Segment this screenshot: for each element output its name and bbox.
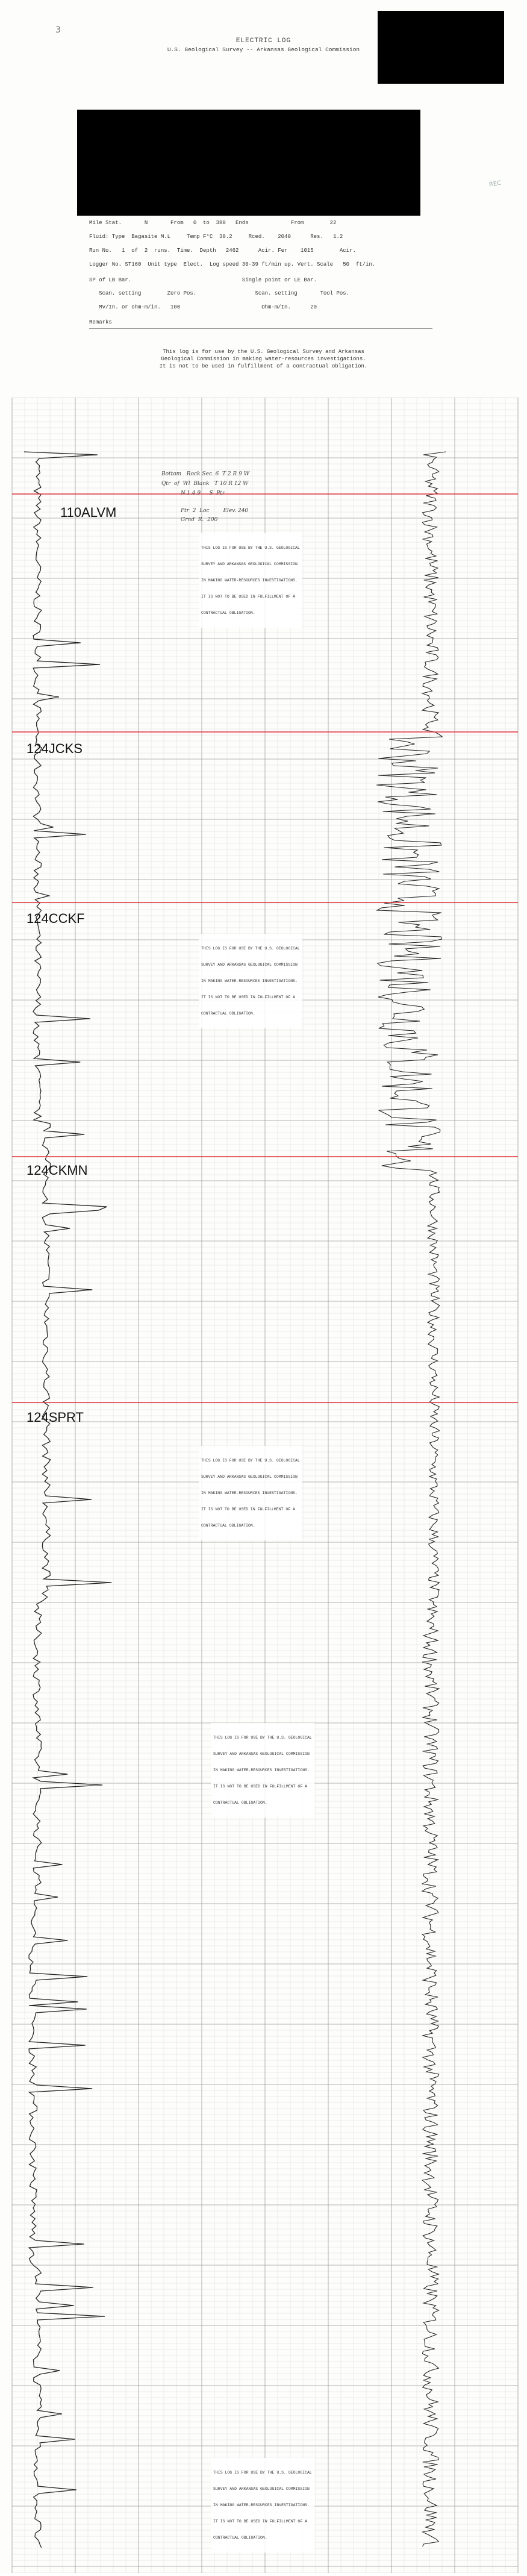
handwritten-note-4: Ptr 2 Loc Elev. 240 [181, 508, 249, 514]
form-row-5: SP of LB Bar. Single point or LE Bar. [89, 277, 317, 283]
handwritten-note-1: Bottom Rock Sec. 6 T 2 R 9 W [161, 471, 249, 477]
stamp-line: THIS LOG IS FOR USE BY THE U.S. GEOLOGICAL [201, 546, 300, 550]
log-subtitle: U.S. Geological Survey -- Arkansas Geological Commission [167, 46, 360, 53]
stamp-line: THIS LOG IS FOR USE BY THE U.S. GEOLOGICAL [201, 946, 300, 951]
unit-top-label-124jcks: 124JCKS [27, 741, 83, 756]
stamp-line: IN MAKING WATER-RESOURCES INVESTIGATIONS. [201, 979, 298, 983]
stamp-line: CONTRACTUAL OBLIGATION. [213, 2536, 267, 2540]
handwritten-note-5: Grnd R. 200 [181, 517, 218, 523]
notice-line: Geological Commission in making water-resources investigations. [161, 356, 366, 362]
remarks-underline [89, 328, 432, 329]
stamp-line: IT IS NOT TO BE USED IN FULFILLMENT OF A [213, 1784, 308, 1789]
resistivity-curve [376, 452, 446, 2546]
handwritten-note-3: N.1.4.9 S Ptr [181, 490, 225, 496]
redaction-box-well-info [77, 110, 420, 216]
form-row-6: Scan. setting Zero Pos. Scan. setting Tool Pos. [89, 290, 350, 296]
usage-stamp [199, 533, 302, 628]
usage-stamp [211, 1723, 314, 1818]
stamp-line: THIS LOG IS FOR USE BY THE U.S. GEOLOGICAL [213, 1736, 312, 1740]
unit-top-label-110alvm: 110ALVM [60, 505, 117, 520]
stamp-line: THIS LOG IS FOR USE BY THE U.S. GEOLOGICAL [201, 1458, 300, 1463]
form-row-7: Mv/In. or ohm-m/in. 100 Ohm-m/In. 20 [89, 304, 317, 310]
notice-line: This log is for use by the U.S. Geological Survey and Arkansas [163, 349, 364, 355]
stamp-line: IT IS NOT TO BE USED IN FULFILLMENT OF A [201, 595, 296, 599]
electric-log-chart [0, 398, 527, 2573]
form-row-4: Logger No. ST160 Unit type Elect. Log speed 30-39 ft/min up. Vert. Scale 50 ft/in. [89, 261, 376, 267]
stamp-line: IN MAKING WATER-RESOURCES INVESTIGATIONS. [201, 578, 298, 583]
stamp-line: SURVEY AND ARKANSAS GEOLOGICAL COMMISSION [201, 963, 298, 967]
stamp-line: SURVEY AND ARKANSAS GEOLOGICAL COMMISSION [201, 562, 298, 566]
stamp-line: CONTRACTUAL OBLIGATION. [213, 1801, 267, 1805]
stamp-line: CONTRACTUAL OBLIGATION. [201, 611, 255, 615]
usage-stamp [199, 934, 302, 1028]
form-row-8: Remarks [89, 319, 112, 325]
form-row-1: Mile Stat. N From 0 to 380 Ends From 22 [89, 220, 337, 226]
usage-stamp [199, 1446, 302, 1540]
stamp-line: IN MAKING WATER-RESOURCES INVESTIGATIONS. [213, 2503, 310, 2507]
corner-stamp: REC [488, 180, 502, 189]
form-row-2: Fluid: Type Bagasite M.L Temp F°C 30.2 Rced. 2040 Res. 1.2 [89, 234, 343, 240]
usage-stamp [211, 2458, 314, 2553]
stamp-line: IN MAKING WATER-RESOURCES INVESTIGATIONS. [201, 1491, 298, 1495]
form-row-3: Run No. 1 of 2 runs. Time. Depth 2462 Acir. Fer 1015 Acir. [89, 248, 356, 254]
stamp-line: IN MAKING WATER-RESOURCES INVESTIGATIONS. [213, 1768, 310, 1772]
handwritten-note-2: Qtr of Wl Blank T 10 R 12 W [161, 481, 249, 487]
stamp-line: SURVEY AND ARKANSAS GEOLOGICAL COMMISSION [201, 1475, 298, 1479]
unit-top-label-124ckmn: 124CKMN [27, 1163, 88, 1178]
usage-notice [0, 348, 527, 370]
stamp-line: SURVEY AND ARKANSAS GEOLOGICAL COMMISSION [213, 2487, 310, 2491]
notice-line: It is not to be used in fulfillment of a contractual obligation. [159, 363, 368, 369]
stamp-line: CONTRACTUAL OBLIGATION. [201, 1524, 255, 1528]
stamp-line: IT IS NOT TO BE USED IN FULFILLMENT OF A [213, 2519, 308, 2524]
sp-curve [24, 452, 111, 2548]
stamp-line: SURVEY AND ARKANSAS GEOLOGICAL COMMISSION [213, 1752, 310, 1756]
stamp-line: CONTRACTUAL OBLIGATION. [201, 1011, 255, 1016]
stamp-line: IT IS NOT TO BE USED IN FULFILLMENT OF A [201, 995, 296, 999]
page-number-mark: 3 [55, 25, 61, 35]
unit-top-label-124cckf: 124CCKF [27, 911, 85, 926]
stamp-line: THIS LOG IS FOR USE BY THE U.S. GEOLOGICAL [213, 2471, 312, 2475]
log-title: ELECTRIC LOG [235, 37, 292, 45]
unit-top-label-124sprt: 124SPRT [27, 1410, 84, 1425]
stamp-line: IT IS NOT TO BE USED IN FULFILLMENT OF A [201, 1507, 296, 1512]
